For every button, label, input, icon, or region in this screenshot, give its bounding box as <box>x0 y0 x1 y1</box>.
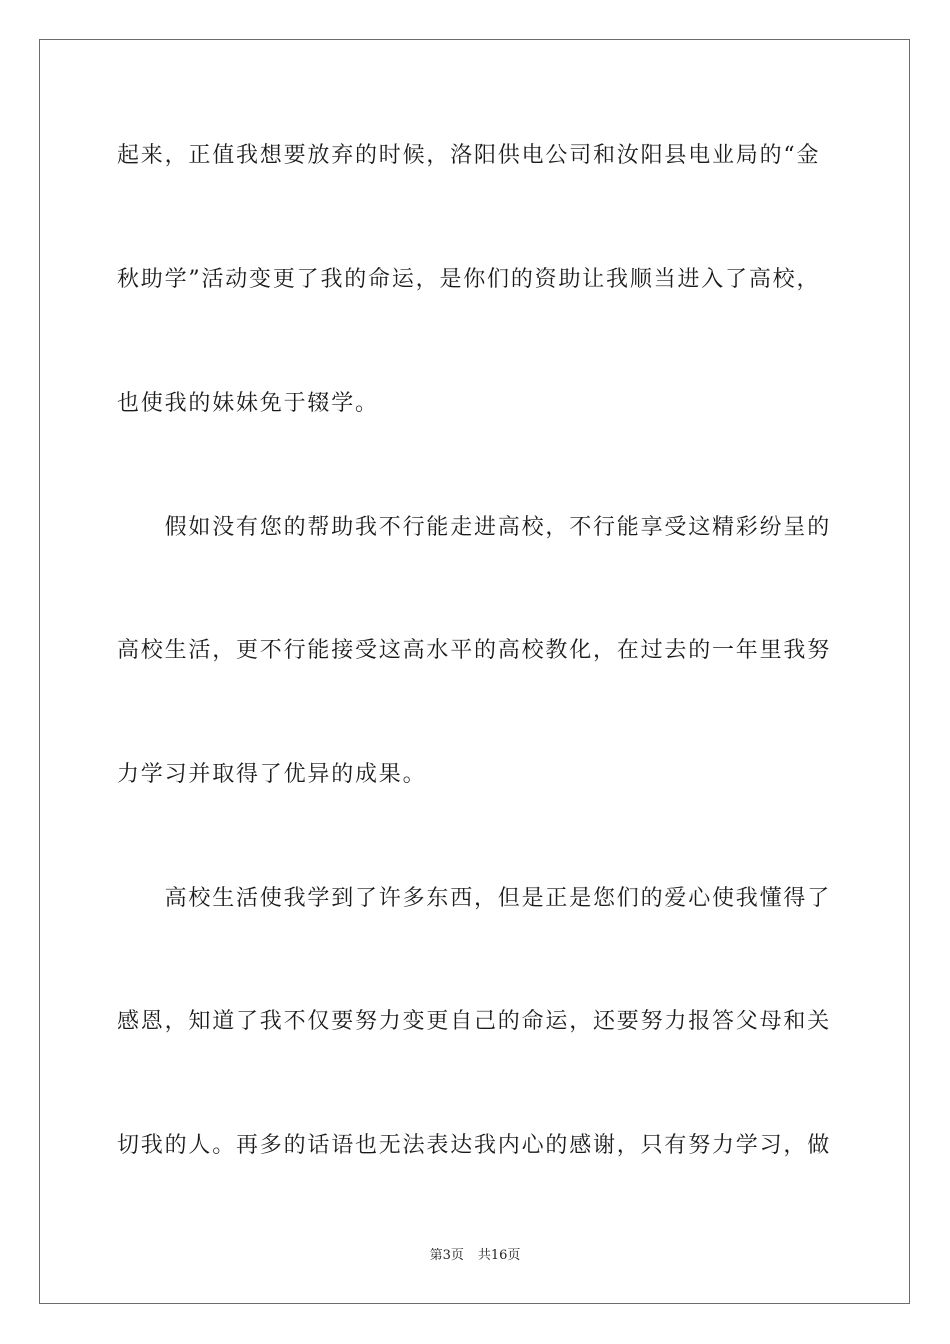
text-line-7: 高校生活使我学到了许多东西，但是正是您们的爱心使我懂得了 <box>117 886 832 911</box>
page-total: 共16页 <box>477 1248 521 1263</box>
page-number: 第3页 <box>429 1248 464 1263</box>
text-line-4: 假如没有您的帮助我不行能走进高校，不行能享受这精彩纷呈的 <box>117 515 832 540</box>
text-line-6: 力学习并取得了优异的成果。 <box>117 762 427 787</box>
text-line-1: 起来，正值我想要放弃的时候，洛阳供电公司和汝阳县电业局的“金 <box>117 143 821 168</box>
page-border <box>39 39 910 1304</box>
text-line-2: 秋助学”活动变更了我的命运，是你们的资助让我顺当进入了高校， <box>117 267 821 292</box>
text-line-5: 高校生活，更不行能接受这高水平的高校教化，在过去的一年里我努 <box>117 638 832 663</box>
page-footer <box>0 1247 950 1265</box>
text-line-8: 感恩，知道了我不仅要努力变更自己的命运，还要努力报答父母和关 <box>117 1009 832 1034</box>
text-line-9: 切我的人。再多的话语也无法表达我内心的感谢，只有努力学习，做 <box>117 1133 832 1158</box>
text-line-3: 也使我的妹妹免于辍学。 <box>117 391 379 416</box>
